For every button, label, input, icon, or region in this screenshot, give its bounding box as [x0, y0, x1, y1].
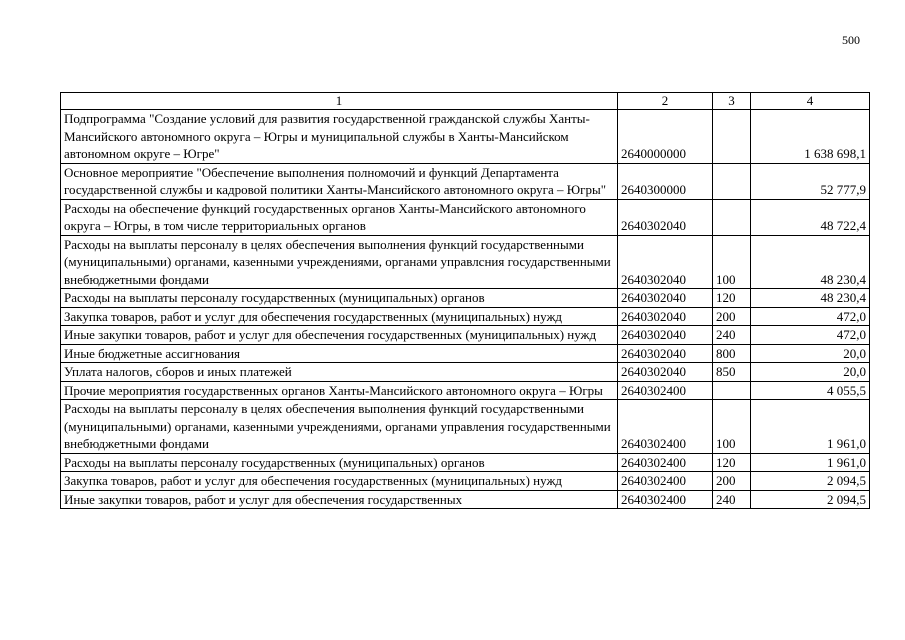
row-description: Подпрограмма "Создание условий для развития государственной гражданской службы Ханты-Мансийского автономного округа – Югры и муниципальной службы в Ханты-Мансийском автономном округе – Югре"	[61, 110, 618, 164]
row-description: Иные закупки товаров, работ и услуг для обеспечения государственных	[61, 490, 618, 509]
row-target-code: 2640302040	[618, 307, 713, 326]
row-expense-type: 120	[713, 289, 751, 308]
row-description: Закупка товаров, работ и услуг для обеспечения государственных (муниципальных) нужд	[61, 307, 618, 326]
budget-table	[60, 92, 870, 509]
row-description: Расходы на обеспечение функций государственных органов Ханты-Мансийского автономного округа – Югры, в том числе территориальных органов	[61, 199, 618, 235]
row-amount: 20,0	[751, 344, 870, 363]
row-description: Расходы на выплаты персоналу государственных (муниципальных) органов	[61, 289, 618, 308]
table-row	[61, 110, 870, 164]
table-row	[61, 199, 870, 235]
row-amount: 1 961,0	[751, 453, 870, 472]
table-row	[61, 163, 870, 199]
row-amount: 48 722,4	[751, 199, 870, 235]
row-amount: 52 777,9	[751, 163, 870, 199]
row-amount: 472,0	[751, 307, 870, 326]
row-target-code: 2640302040	[618, 289, 713, 308]
row-expense-type: 200	[713, 307, 751, 326]
row-target-code: 2640302040	[618, 363, 713, 382]
row-target-code: 2640302400	[618, 490, 713, 509]
header-col-2: 2	[618, 93, 713, 110]
row-expense-type	[713, 381, 751, 400]
header-col-1: 1	[61, 93, 618, 110]
row-target-code: 2640302040	[618, 235, 713, 289]
row-target-code: 2640302040	[618, 326, 713, 345]
row-expense-type: 800	[713, 344, 751, 363]
table-row	[61, 363, 870, 382]
table-row	[61, 472, 870, 491]
row-expense-type: 240	[713, 490, 751, 509]
row-expense-type: 200	[713, 472, 751, 491]
row-expense-type	[713, 199, 751, 235]
row-target-code: 2640302400	[618, 381, 713, 400]
row-expense-type: 240	[713, 326, 751, 345]
row-expense-type: 120	[713, 453, 751, 472]
row-expense-type	[713, 163, 751, 199]
row-target-code: 2640300000	[618, 163, 713, 199]
row-target-code: 2640302400	[618, 400, 713, 454]
row-description: Расходы на выплаты персоналу в целях обеспечения выполнения функций государственными (муниципальными) органами, казенными учреждениями, органами управлсния государственными внебюджетными фондами	[61, 235, 618, 289]
table-row	[61, 381, 870, 400]
row-amount: 2 094,5	[751, 472, 870, 491]
table-row	[61, 326, 870, 345]
row-description: Основное мероприятие "Обеспечение выполнения полномочий и функций Департамента государственной службы и кадровой политики Ханты-Мансийского автономного округа – Югры"	[61, 163, 618, 199]
row-description: Закупка товаров, работ и услуг для обеспечения государственных (муниципальных) нужд	[61, 472, 618, 491]
row-expense-type	[713, 110, 751, 164]
header-col-4: 4	[751, 93, 870, 110]
row-target-code: 2640000000	[618, 110, 713, 164]
row-description: Прочие мероприятия государственных органов Ханты-Мансийского автономного округа – Югры	[61, 381, 618, 400]
row-amount: 472,0	[751, 326, 870, 345]
table-row	[61, 289, 870, 308]
row-target-code: 2640302040	[618, 344, 713, 363]
page-number: 500	[842, 33, 860, 47]
table-row	[61, 400, 870, 454]
row-target-code: 2640302400	[618, 472, 713, 491]
row-amount: 1 961,0	[751, 400, 870, 454]
table-row	[61, 307, 870, 326]
row-expense-type: 850	[713, 363, 751, 382]
table-row	[61, 344, 870, 363]
row-amount: 1 638 698,1	[751, 110, 870, 164]
row-expense-type: 100	[713, 235, 751, 289]
table-row	[61, 453, 870, 472]
table-header-row	[61, 93, 870, 110]
row-description: Уплата налогов, сборов и иных платежей	[61, 363, 618, 382]
row-description: Расходы на выплаты персоналу в целях обеспечения выполнения функций государственными (муниципальными) органами, казенными учреждениями, органами управления государственными внебюджетными фондами	[61, 400, 618, 454]
row-description: Иные бюджетные ассигнования	[61, 344, 618, 363]
row-amount: 2 094,5	[751, 490, 870, 509]
row-amount: 4 055,5	[751, 381, 870, 400]
table-row	[61, 490, 870, 509]
header-col-3: 3	[713, 93, 751, 110]
row-target-code: 2640302400	[618, 453, 713, 472]
row-description: Расходы на выплаты персоналу государственных (муниципальных) органов	[61, 453, 618, 472]
row-description: Иные закупки товаров, работ и услуг для обеспечения государственных (муниципальных) нужд	[61, 326, 618, 345]
row-expense-type: 100	[713, 400, 751, 454]
table-row	[61, 235, 870, 289]
row-amount: 48 230,4	[751, 289, 870, 308]
row-target-code: 2640302040	[618, 199, 713, 235]
row-amount: 20,0	[751, 363, 870, 382]
row-amount: 48 230,4	[751, 235, 870, 289]
